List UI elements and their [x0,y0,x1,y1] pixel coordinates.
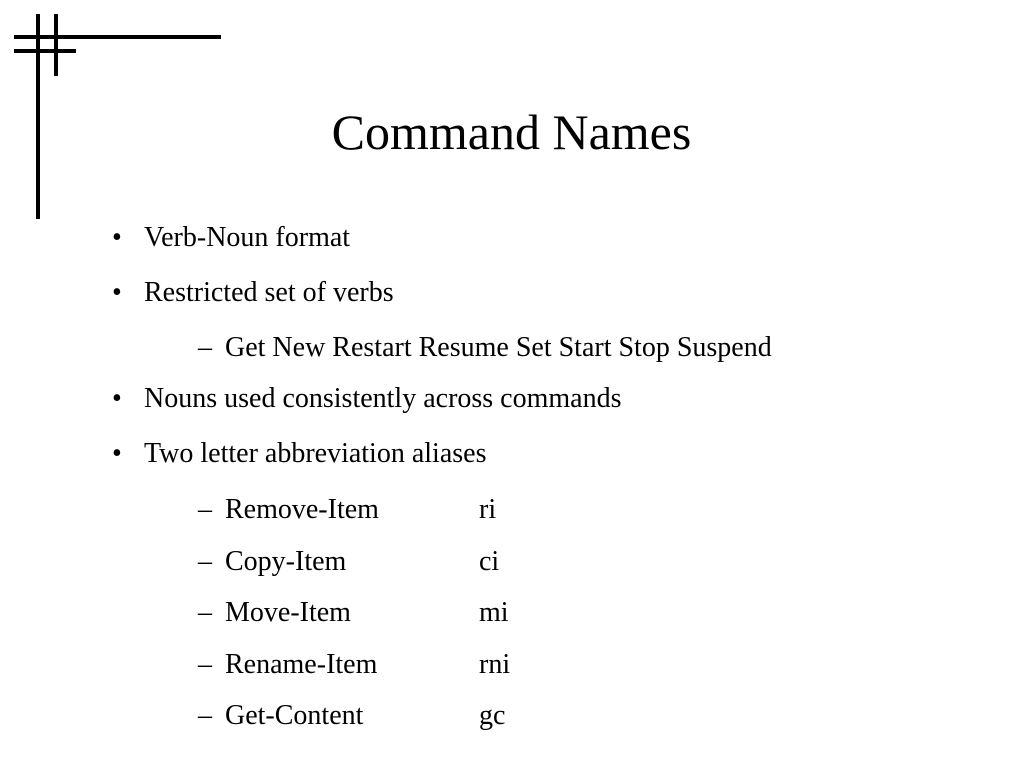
dash-glyph: – [198,332,212,363]
alias-command-name: Remove-Item [225,494,379,525]
bullet-text: Verb-Noun format [144,222,351,253]
alias-row [198,545,499,579]
alias-row [198,596,509,630]
bullet-text: Restricted set of verbs [144,277,394,308]
dash-glyph: – [198,649,212,680]
alias-row [198,648,510,682]
alias-command-name: Copy-Item [225,546,347,577]
dash-glyph: – [198,546,212,577]
bullet-verb-noun [112,221,350,255]
corner-decoration-vertical-short [54,14,58,76]
alias-command-name: Move-Item [225,597,351,628]
alias-row [198,493,496,527]
alias-abbreviation: ri [479,494,497,525]
corner-decoration-horizontal-short [14,49,76,53]
alias-command-name: Get-Content [225,700,364,731]
verbs-list-text: Get New Restart Resume Set Start Stop Suspend [225,332,772,363]
bullet-glyph: • [112,277,122,308]
bullet-restricted-verbs [112,276,394,310]
bullet-text: Nouns used consistently across commands [144,383,622,414]
bullet-glyph: • [112,438,122,469]
bullet-nouns [112,382,622,416]
alias-abbreviation: mi [479,597,509,628]
alias-row [198,699,505,733]
slide-title: Command Names [331,104,692,160]
alias-abbreviation: gc [479,700,506,731]
dash-glyph: – [198,494,212,525]
corner-decoration-horizontal-long [14,35,221,39]
dash-glyph: – [198,700,212,731]
dash-glyph: – [198,597,212,628]
alias-abbreviation: rni [479,649,511,680]
bullet-glyph: • [112,222,122,253]
sub-bullet-verbs-list [198,331,772,365]
bullet-glyph: • [112,383,122,414]
bullet-aliases [112,437,486,471]
alias-abbreviation: ci [479,546,500,577]
bullet-text: Two letter abbreviation aliases [144,438,487,469]
alias-command-name: Rename-Item [225,649,378,680]
